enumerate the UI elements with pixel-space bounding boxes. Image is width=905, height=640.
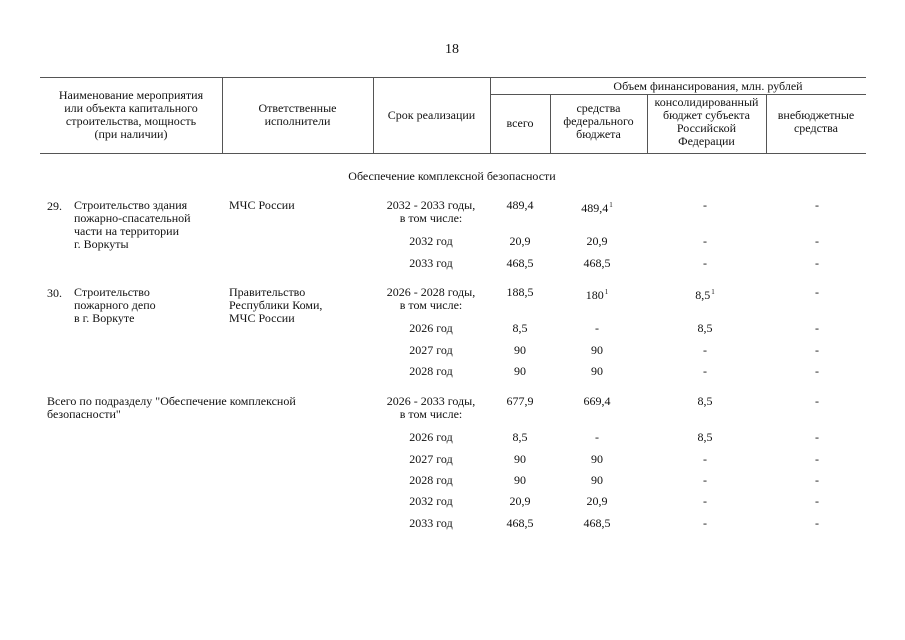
footnote-marker: 1 — [604, 288, 609, 296]
extrabudget-cell: - — [815, 364, 819, 378]
term-cell — [409, 474, 452, 487]
total-cell: 90 — [514, 452, 526, 466]
extrabudget-cell: - — [815, 285, 819, 299]
term-line: 2033 год — [409, 516, 453, 530]
total-cell: 20,9 — [509, 234, 531, 248]
term-cell — [409, 453, 452, 466]
item-number: 29. — [47, 199, 62, 213]
consolidated-cell: - — [703, 516, 707, 530]
term-cell — [409, 344, 452, 357]
item-name-line: г. Воркуты — [74, 237, 129, 251]
header-consolidated-line: Российской — [676, 121, 737, 135]
header-name-line: (при наличии) — [94, 127, 168, 141]
header-name-line: или объекта капитального — [64, 101, 198, 115]
federal-cell: 20,9 — [586, 234, 608, 248]
header-responsible-line: исполнители — [264, 114, 331, 128]
header-term: Срок реализации — [387, 108, 476, 122]
consolidated-cell: - — [703, 198, 707, 212]
consolidated-cell: - — [703, 256, 707, 270]
term-cell — [409, 257, 452, 270]
header-name — [40, 89, 222, 141]
consolidated-cell: - — [703, 364, 707, 378]
extrabudget-cell: - — [815, 256, 819, 270]
item-name-line: пожарно-спасательной — [74, 211, 191, 225]
term-line: 2027 год — [409, 343, 453, 357]
item-number: 30. — [47, 286, 62, 300]
header-federal-line: бюджета — [576, 127, 621, 141]
federal-cell: 90 — [591, 473, 603, 487]
term-cell — [409, 517, 452, 530]
header-total: всего — [506, 116, 534, 130]
term-line: 2027 год — [409, 452, 453, 466]
header-federal-line: федерального — [563, 114, 634, 128]
federal-cell: $180^1$ — [585, 288, 609, 302]
term-cell — [409, 431, 452, 444]
footnote-marker: 1 — [609, 201, 613, 209]
term-line: в том числе: — [399, 298, 463, 312]
term-cell — [409, 322, 452, 335]
term-line: в том числе: — [399, 407, 463, 421]
term-cell — [387, 395, 475, 421]
term-cell — [387, 199, 475, 225]
federal-cell: 669,4 — [583, 394, 611, 408]
extrabudget-cell: - — [815, 473, 819, 487]
consolidated-cell: - — [703, 452, 707, 466]
term-line: 2032 - 2033 годы, — [386, 198, 476, 212]
header-federal-line: средства — [576, 101, 621, 115]
header-responsible — [222, 102, 373, 128]
term-line: 2028 год — [409, 473, 453, 487]
extrabudget-cell: - — [815, 321, 819, 335]
total-cell: 188,5 — [506, 285, 534, 299]
term-cell — [387, 286, 475, 312]
header-responsible-line: Ответственные — [258, 101, 337, 115]
item-name-line: Строительство здания — [74, 198, 188, 212]
consolidated-cell: - — [703, 494, 707, 508]
extrabudget-cell: - — [815, 234, 819, 248]
term-line: 2026 год — [409, 430, 453, 444]
term-line: 2032 год — [409, 494, 453, 508]
consolidated-cell: $8,5^1$ — [695, 288, 715, 302]
term-line: 2026 год — [409, 321, 453, 335]
federal-cell: 489,4$^1$ — [581, 201, 613, 215]
item-responsible — [229, 286, 322, 325]
summary-label — [47, 395, 296, 421]
header-financing-group: Объем финансирования, млн. рублей — [613, 79, 803, 93]
extrabudget-cell: - — [815, 198, 819, 212]
header-federal — [550, 102, 647, 141]
consolidated-cell: - — [703, 343, 707, 357]
item-responsible-line: МЧС России — [229, 198, 295, 212]
total-cell: 8,5 — [512, 430, 528, 444]
summary-label-line: Всего по подразделу "Обеспечение комплексной — [47, 394, 296, 408]
federal-cell: - — [595, 430, 599, 444]
extrabudget-cell: - — [815, 452, 819, 466]
consolidated-cell: - — [703, 234, 707, 248]
federal-cell: 468,5 — [583, 256, 611, 270]
federal-cell: 90 — [591, 343, 603, 357]
total-cell: 8,5 — [512, 321, 528, 335]
extrabudget-cell: - — [815, 394, 819, 408]
header-extrabudget-line: внебюджетные — [777, 108, 855, 122]
header-name-line: строительства, мощность — [65, 114, 197, 128]
item-name-line: пожарного депо — [74, 298, 156, 312]
consolidated-cell: 8,5 — [697, 394, 713, 408]
total-cell: 90 — [514, 364, 526, 378]
footnote-marker: 1 — [711, 288, 715, 296]
total-cell: 468,5 — [506, 256, 534, 270]
term-line: 2026 - 2033 годы, — [386, 394, 476, 408]
col-divider-3 — [490, 77, 491, 153]
term-cell — [409, 365, 452, 378]
total-cell: 90 — [514, 473, 526, 487]
header-extrabudget — [766, 109, 866, 135]
term-line: 2032 год — [409, 234, 453, 248]
consolidated-cell: 8,5 — [697, 321, 713, 335]
federal-cell: 90 — [591, 364, 603, 378]
header-top-rule — [40, 77, 866, 78]
extrabudget-cell: - — [815, 430, 819, 444]
federal-cell: 90 — [591, 452, 603, 466]
summary-label-line: безопасности" — [47, 407, 121, 421]
header-bottom-rule — [40, 153, 866, 154]
term-line: 2033 год — [409, 256, 453, 270]
total-cell: 90 — [514, 343, 526, 357]
item-responsible-line: МЧС России — [229, 311, 295, 325]
total-cell: 20,9 — [509, 494, 531, 508]
header-consolidated-line: Федерации — [678, 134, 735, 148]
term-line: 2028 год — [409, 364, 453, 378]
item-responsible — [229, 199, 295, 212]
term-line: 2026 - 2028 годы, — [386, 285, 476, 299]
item-name — [74, 286, 156, 325]
federal-cell: - — [595, 321, 599, 335]
header-extrabudget-line: средства — [793, 121, 838, 135]
term-line: в том числе: — [399, 211, 463, 225]
item-name-line: в г. Воркуте — [74, 311, 135, 325]
item-name — [74, 199, 191, 251]
item-name-line: части на территории — [74, 224, 180, 238]
total-cell: 677,9 — [506, 394, 534, 408]
header-consolidated-line: консолидированный — [654, 95, 759, 109]
item-responsible-line: Правительство — [229, 285, 306, 299]
term-cell — [409, 235, 452, 248]
consolidated-cell: 8,5 — [697, 430, 713, 444]
federal-cell: 468,5 — [583, 516, 611, 530]
consolidated-cell: - — [703, 473, 707, 487]
page-number: 18 — [445, 42, 459, 57]
term-cell — [409, 495, 452, 508]
item-responsible-line: Республики Коми, — [229, 298, 323, 312]
header-consolidated — [647, 96, 766, 148]
header-name-line: Наименование мероприятия — [58, 88, 204, 102]
extrabudget-cell: - — [815, 516, 819, 530]
total-cell: 468,5 — [506, 516, 534, 530]
extrabudget-cell: - — [815, 494, 819, 508]
header-consolidated-line: бюджет субъекта — [662, 108, 750, 122]
federal-cell: 20,9 — [586, 494, 608, 508]
total-cell: 489,4 — [506, 198, 534, 212]
item-name-line: Строительство — [74, 285, 150, 299]
extrabudget-cell: - — [815, 343, 819, 357]
section-title: Обеспечение комплексной безопасности — [348, 169, 556, 183]
